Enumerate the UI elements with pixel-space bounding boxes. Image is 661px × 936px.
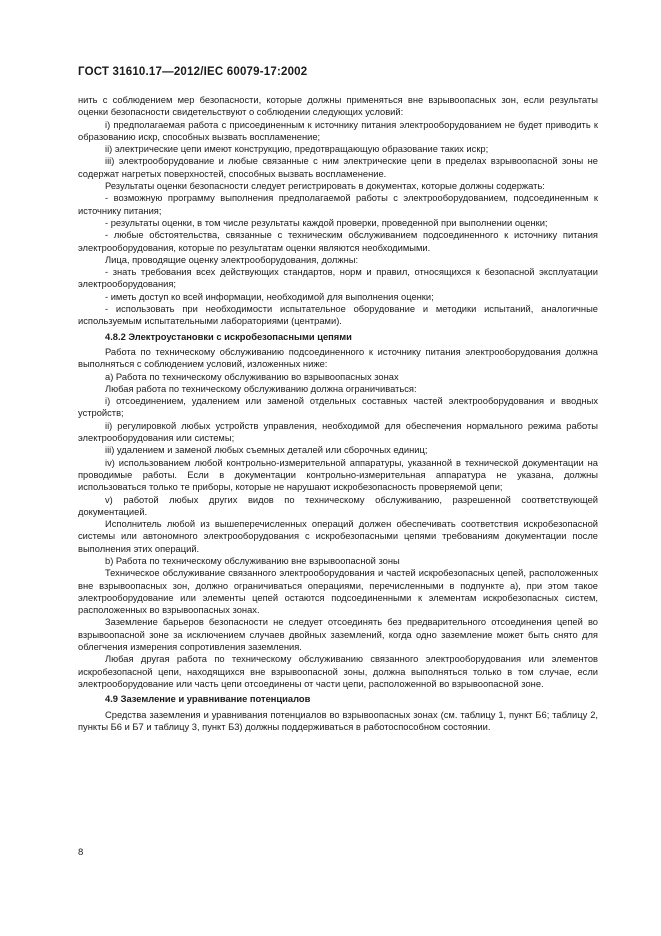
paragraph: нить с соблюдением мер безопасности, которые должны применяться вне взрывоопасных зон, если результаты оценки безопасности свидетельствуют о соблюдении следующих условий: — [78, 95, 598, 118]
paragraph: Техническое обслуживание связанного электрооборудования и частей искробезопасных цепей, расположенных вне взрывоопасных зон, должно ограничиваться операциями, перечисленными в подпункте а), при этом такое электрооборудование или элементы цепей остаются подсоединенными к элементам искробезопасных систем, расположенных во взрывоопасных зонах. — [78, 568, 598, 616]
paragraph: Любая другая работа по техническому обслуживанию связанного электрооборудования или элементов искробезопасной цепи, находящихся вне взрывоопасной зоны, должна выполняться только в том случае, если электрооборудование или часть цепи отсоединены от части цепи, расположенной во взрывоопасной зоне. — [78, 654, 598, 689]
paragraph: Средства заземления и уравнивания потенциалов во взрывоопасных зонах (см. таблицу 1, пункт Б6; таблицу 2, пункты Б6 и Б7 и таблицу 3, пункт Б3) должны поддерживаться в работоспособном состоянии. — [78, 709, 598, 732]
list-item: - любые обстоятельства, связанные с техническим обслуживанием подсоединенного к источнику питания электрооборудования, которые по результатам оценки являются необходимыми. — [78, 230, 598, 253]
subsection-b: b) Работа по техническому обслуживанию вне взрывоопасной зоны — [105, 555, 400, 566]
paragraph: Работа по техническому обслуживанию подсоединенного к источнику питания электрооборудования должна выполняться с соблюдением условий, изложенных ниже: — [78, 346, 598, 370]
list-item: iii) удалением и заменой любых съемных деталей или сборочных единиц; — [105, 445, 428, 456]
document-body — [78, 94, 598, 733]
paragraph: Заземление барьеров безопасности не следует отсоединять без предварительного отсоединения цепей во взрывоопасной зоне за исключением случаев двойных заземлений, когда одно заземление может быть снято для облегчения измерения сопротивления заземления. — [78, 617, 598, 653]
list-item: - возможную программу выполнения предполагаемой работы с электрооборудованием, подсоединенным к источнику питания; — [78, 193, 598, 216]
list-item: ii) электрические цепи имеют конструкцию, предотвращающую образование таких искр; — [105, 144, 489, 155]
list-item: i) отсоединением, удалением или заменой отдельных составных частей электрооборудования и вводных устройств; — [78, 396, 598, 419]
subsection-a: a) Работа по техническому обслуживанию во взрывоопасных зонах — [105, 371, 399, 382]
paragraph: Любая работа по техническому обслуживанию должна ограничиваться: — [105, 383, 417, 394]
paragraph: Исполнитель любой из вышеперечисленных операций должен обеспечивать соответствия искробезопасной системы или автономного электрооборудования с искробезопасными цепями требованиям документации после выполнения этих операций. — [78, 519, 598, 554]
page-number: 8 — [78, 847, 84, 858]
list-item: - использовать при необходимости испытательное оборудование и методики испытаний, аналогичные используемым испытательными лабораториями (центрами). — [78, 304, 598, 327]
paragraph: Результаты оценки безопасности следует регистрировать в документах, которые должны содержать: — [105, 181, 545, 192]
standard-header: ГОСТ 31610.17—2012/IEC 60079-17:2002 — [78, 66, 308, 78]
section-heading-4-8-2: 4.8.2 Электроустановки с искробезопасными цепями — [105, 331, 352, 342]
list-item: iv) использованием любой контрольно-измерительной аппаратуры, указанной в технической документации на проводимые работы. Если в документации контрольно-измерительная аппаратура не указана, должны использоваться только те приборы, которые не нарушают искробезопасность проверяемой цепи; — [78, 457, 598, 493]
list-item: - иметь доступ ко всей информации, необходимой для выполнения оценки; — [105, 291, 434, 302]
list-item: ii) регулировкой любых устройств управления, необходимой для обеспечения нормального режима работы электрооборудования или системы; — [78, 420, 598, 444]
paragraph: Лица, проводящие оценку электрооборудования, должны: — [105, 254, 359, 265]
list-item: - знать требования всех действующих стандартов, норм и правил, относящихся к безопасной эксплуатации электрооборудования; — [78, 267, 598, 290]
list-item: - результаты оценки, в том числе результаты каждой проверки, проведенной при выполнении оценки; — [105, 217, 548, 228]
list-item: v) работой любых других видов по техническому обслуживанию, разрешенной соответствующей документацией. — [78, 494, 598, 517]
list-item: iii) электрооборудование и любые связанные с ним электрические цепи в пределах взрывоопасной зоны не содержат нагретых поверхностей, способных вызвать воспламенение. — [78, 156, 598, 179]
list-item: i) предполагаемая работа с присоединенным к источнику питания электрооборудованием не будет приводить к образованию искр, способных вызвать воспламенение; — [78, 119, 598, 142]
section-heading-4-9: 4.9 Заземление и уравнивание потенциалов — [105, 694, 311, 705]
